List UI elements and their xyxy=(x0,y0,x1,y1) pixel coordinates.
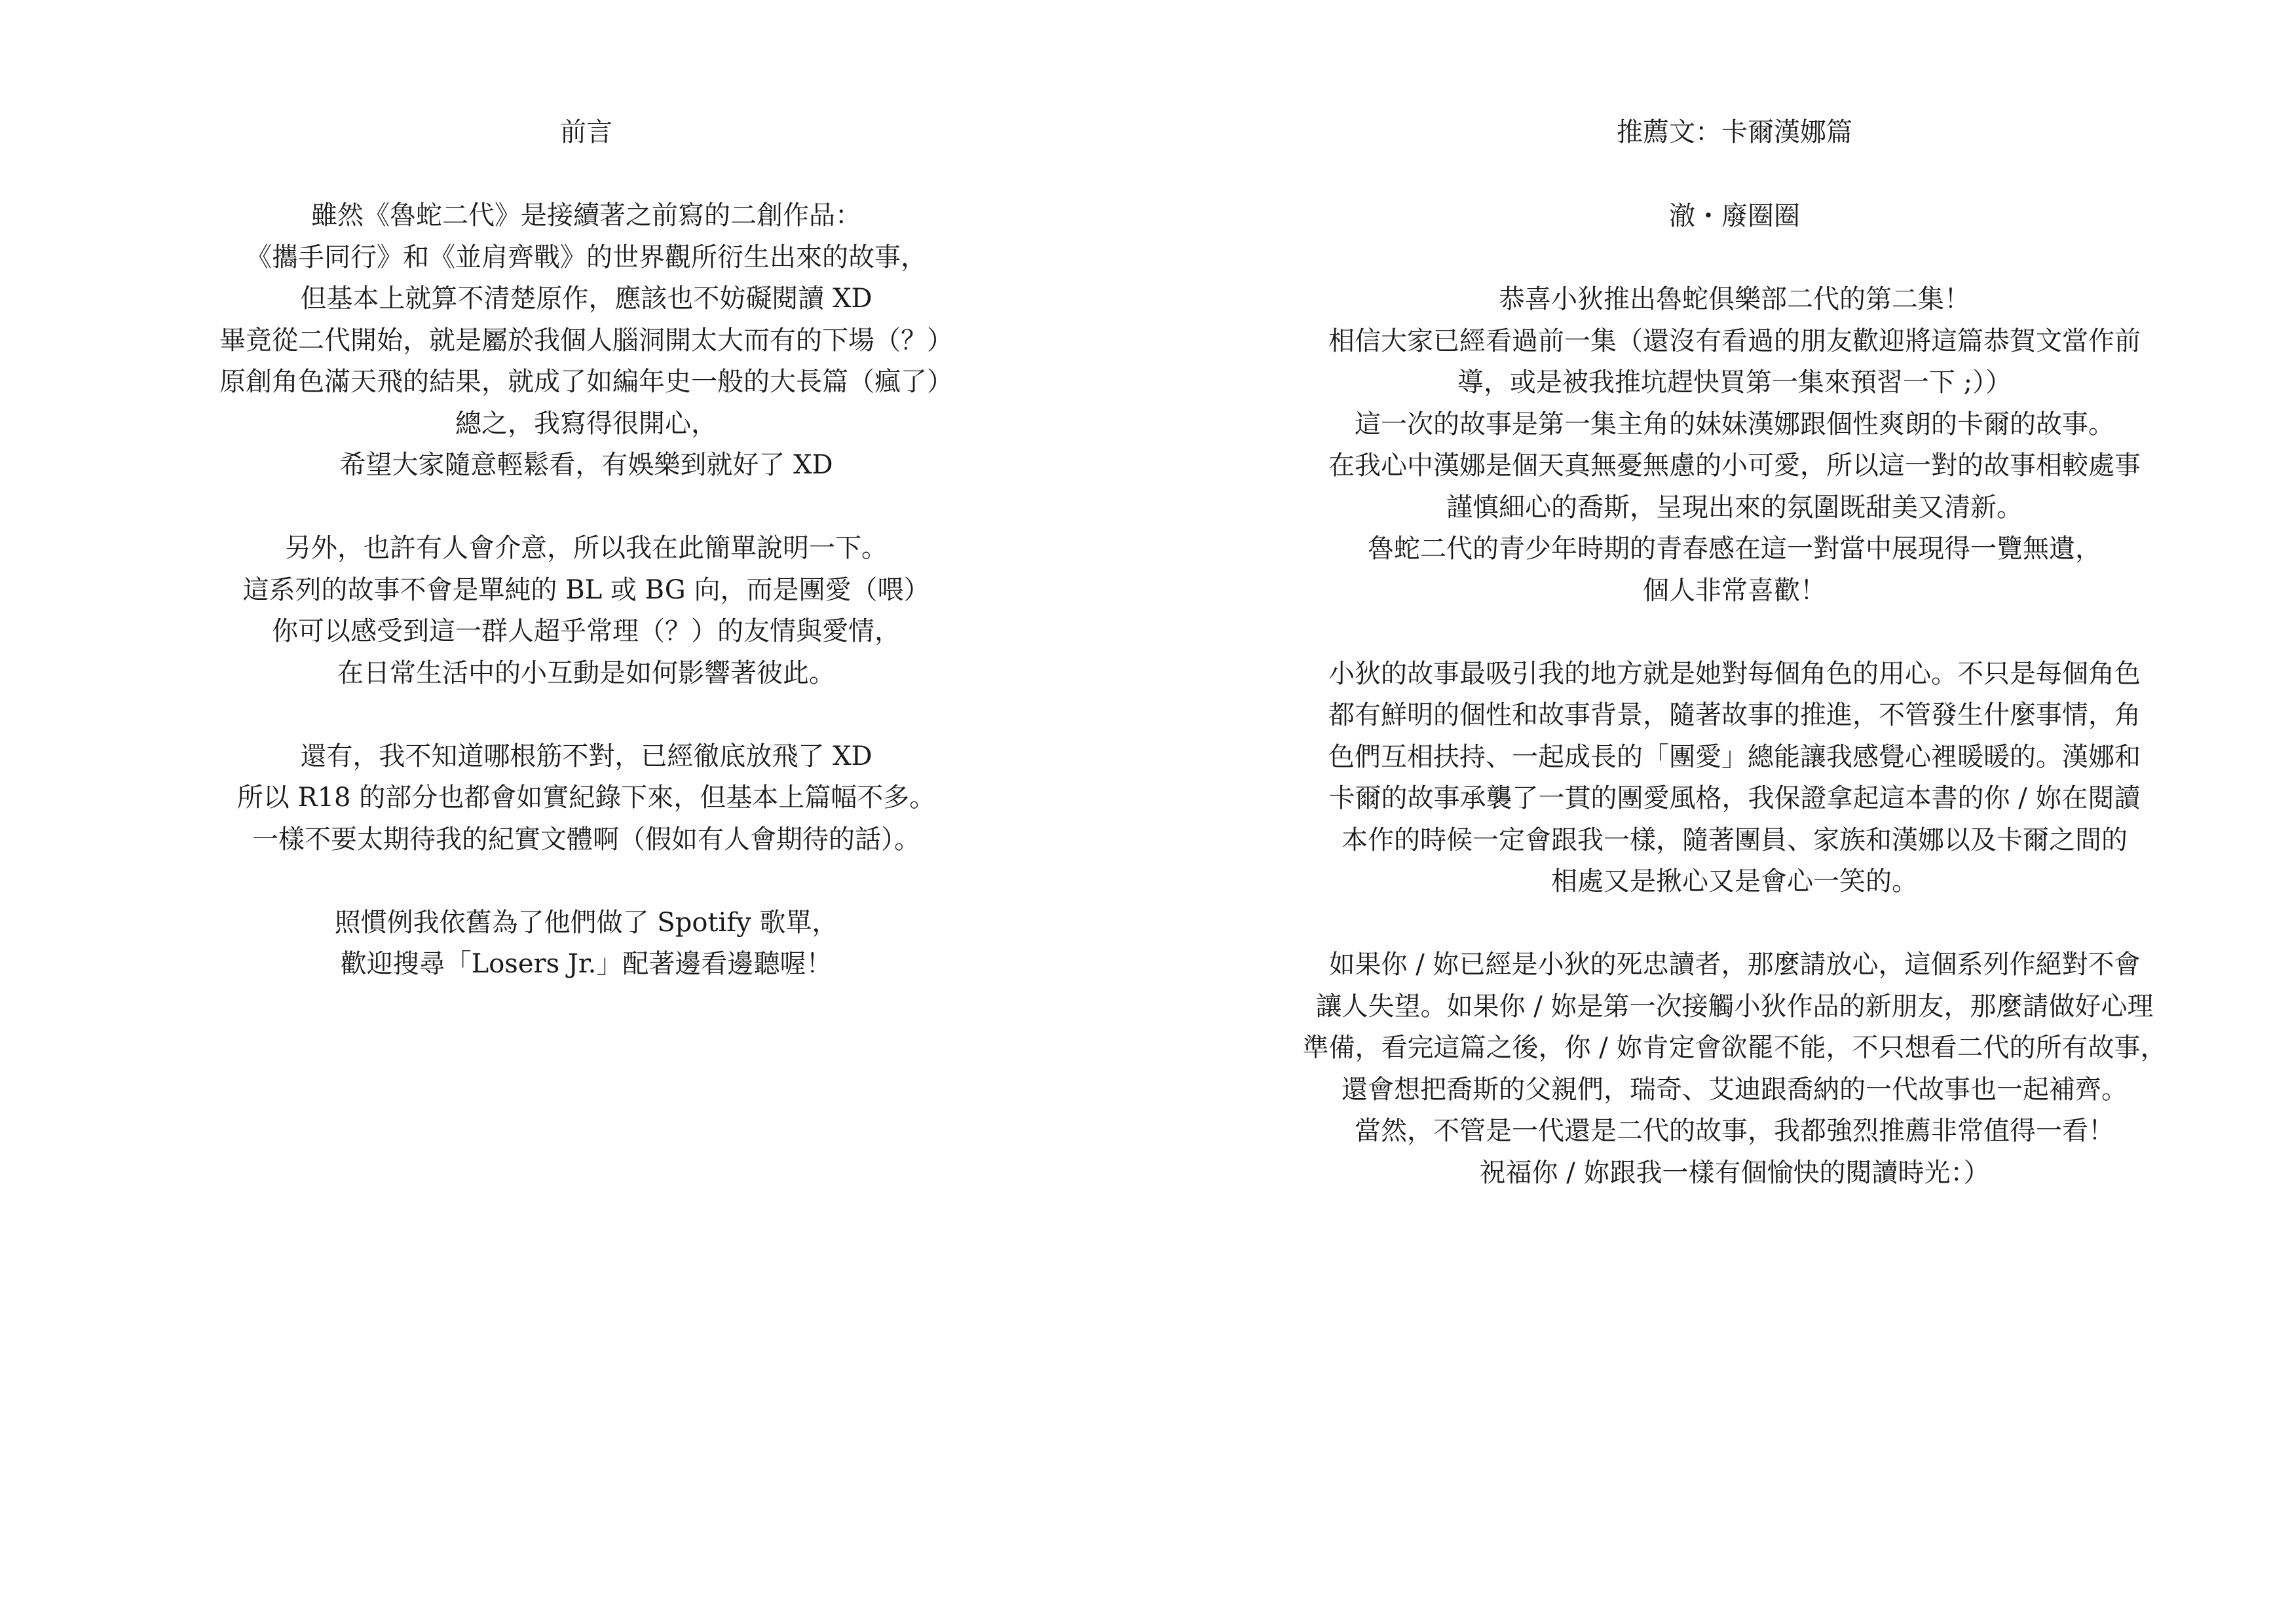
text-line: 這一次的故事是第一集主角的妹妹漢娜跟個性爽朗的卡爾的故事。 xyxy=(1355,409,2114,439)
text-line: 恭喜小狄推出魯蛇俱樂部二代的第二集！ xyxy=(1499,284,1970,314)
text-line: 所以 R18 的部分也都會如實紀錄下來，但基本上篇幅不多。 xyxy=(236,783,936,813)
spacer xyxy=(1269,237,2200,279)
paragraph-break xyxy=(1269,612,2200,654)
text-line: 當然，不管是一代還是二代的故事，我都強烈推薦非常值得一看！ xyxy=(1355,1116,2114,1146)
left-page xyxy=(170,111,1002,986)
text-line: 歡迎搜尋「Losers Jr.」配著邊看邊聽喔！ xyxy=(340,949,833,979)
text-line: 相信大家已經看過前一集（還沒有看過的朋友歡迎將這篇恭賀文當作前 xyxy=(1328,325,2141,356)
right-page xyxy=(1269,111,2200,1194)
text-line: 一樣不要太期待我的紀實文體啊（假如有人會期待的話）。 xyxy=(252,824,920,855)
author-line: 澈・廢圈圈 xyxy=(1669,201,1800,231)
text-line: 畢竟從二代開始，就是屬於我個人腦洞開太大而有的下場（？） xyxy=(219,325,953,356)
text-line: 在日常生活中的小互動是如何影響著彼此。 xyxy=(337,657,835,688)
page-title: 推薦文：卡爾漢娜篇 xyxy=(1617,117,1852,147)
text-line: 但基本上就算不清楚原作，應該也不妨礙閱讀 XD xyxy=(300,284,873,314)
text-line: 你可以感受到這一群人超乎常理（？）的友情與愛情， xyxy=(272,616,901,646)
text-line: 個人非常喜歡！ xyxy=(1643,575,1826,606)
text-line: 還有，我不知道哪根筋不對，已經徹底放飛了 XD xyxy=(300,741,873,771)
text-line: 《攜手同行》和《並肩齊戰》的世界觀所衍生出來的故事， xyxy=(246,242,927,272)
page-body xyxy=(170,195,1002,986)
paragraph-break xyxy=(1269,903,2200,945)
text-line: 魯蛇二代的青少年時期的青春感在這一對當中展現得一覽無遺， xyxy=(1368,534,2101,564)
text-line: 卡爾的故事承襲了一貫的團愛風格，我保證拿起這本書的你 / 妳在閱讀 xyxy=(1328,783,2141,813)
text-line: 色們互相扶持、一起成長的「團愛」總能讓我感覺心裡暖暖的。漢娜和 xyxy=(1328,741,2141,772)
text-line: 雖然《魯蛇二代》是接續著之前寫的二創作品： xyxy=(311,200,861,231)
paragraph-break xyxy=(170,860,1002,902)
text-line: 謹慎細心的喬斯，呈現出來的氛圍既甜美又清新。 xyxy=(1446,492,2023,523)
page-title: 前言 xyxy=(560,117,612,147)
page-body xyxy=(1269,279,2200,1194)
text-line: 照慣例我依舊為了他們做了 Spotify 歌單， xyxy=(334,907,838,938)
text-line: 導，或是被我推坑趕快買第一集來預習一下 ;）） xyxy=(1457,367,2012,397)
text-line: 小狄的故事最吸引我的地方就是她對每個角色的用心。不只是每個角色 xyxy=(1328,658,2141,689)
paragraph-break xyxy=(170,487,1002,528)
text-line: 原創角色滿天飛的結果，就成了如編年史一般的大長篇（瘋了） xyxy=(219,367,953,397)
text-line: 都有鮮明的個性和故事背景，隨著故事的推進，不管發生什麼事情，角 xyxy=(1328,700,2141,730)
spacer xyxy=(1269,153,2200,195)
text-line: 祝福你 / 妳跟我一樣有個愉快的閱讀時光：） xyxy=(1479,1157,1990,1188)
text-line: 這系列的故事不會是單純的 BL 或 BG 向，而是團愛（喂） xyxy=(242,574,930,605)
text-line: 相處又是揪心又是會心一笑的。 xyxy=(1551,866,1918,896)
text-line: 讓人失望。如果你 / 妳是第一次接觸小狄作品的新朋友，那麼請做好心理 xyxy=(1315,991,2154,1022)
text-line: 在我心中漢娜是個天真無憂無慮的小可愛，所以這一對的故事相較處事 xyxy=(1328,451,2141,481)
text-line: 另外，也許有人會介意，所以我在此簡單說明一下。 xyxy=(285,533,888,563)
text-line: 如果你 / 妳已經是小狄的死忠讀者，那麼請放心，這個系列作絕對不會 xyxy=(1328,950,2141,980)
text-line: 希望大家隨意輕鬆看，有娛樂到就好了 XD xyxy=(339,450,833,480)
text-line: 本作的時候一定會跟我一樣，隨著團員、家族和漢娜以及卡爾之間的 xyxy=(1342,824,2128,855)
text-line: 還會想把喬斯的父親們，瑞奇、艾迪跟喬納的一代故事也一起補齊。 xyxy=(1342,1074,2128,1105)
paragraph-break xyxy=(170,694,1002,736)
spacer xyxy=(170,153,1002,195)
text-line: 準備，看完這篇之後，你 / 妳肯定會欲罷不能，不只想看二代的所有故事， xyxy=(1302,1033,2167,1063)
text-line: 總之，我寫得很開心， xyxy=(455,408,717,439)
